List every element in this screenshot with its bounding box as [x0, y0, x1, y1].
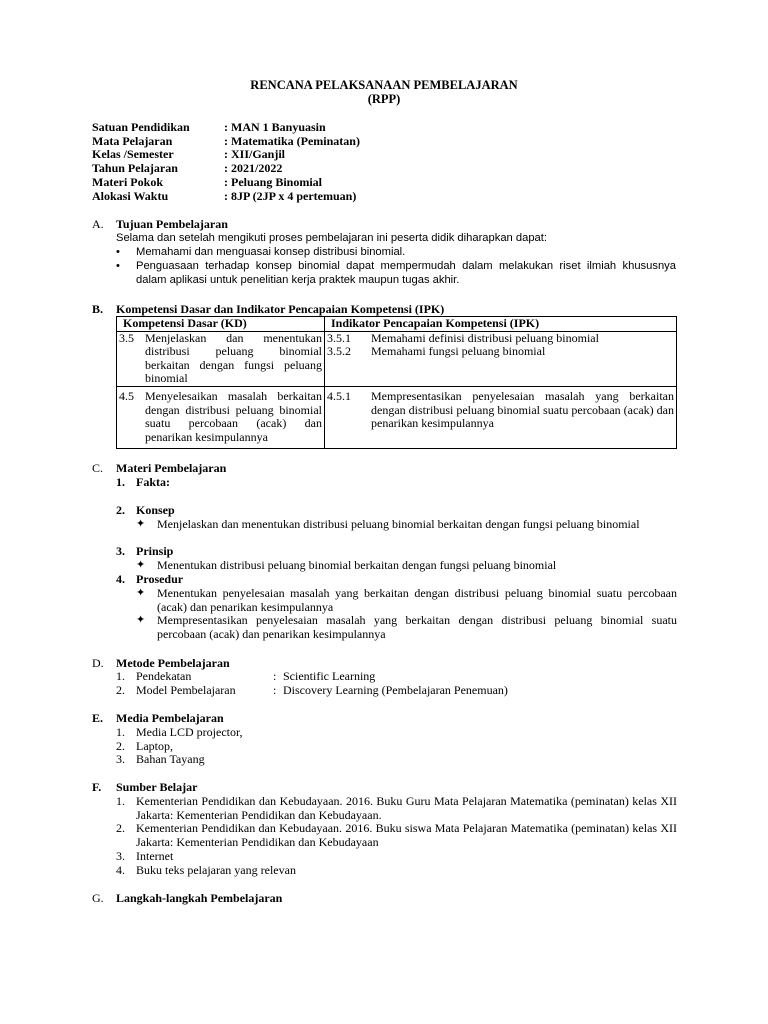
media-text: Media LCD projector, — [136, 725, 243, 739]
materi-item-prosedur — [116, 573, 183, 587]
metode-value: Discovery Learning (Pembelajaran Penemuan) — [283, 683, 508, 697]
info-value: : 2021/2022 — [224, 161, 283, 175]
star-bullet-icon: ✦ — [136, 587, 146, 599]
ipk-code: 4.5.1 — [327, 388, 351, 403]
section-title: Sumber Belajar — [116, 780, 198, 794]
section-title: Kompetensi Dasar dan Indikator Pencapaian Kompetensi (IPK) — [116, 302, 445, 316]
info-value: : 8JP (2JP x 4 pertemuan) — [224, 189, 357, 203]
section-a-intro: Selama dan setelah mengikuti proses pembelajaran ini peserta didik diharapkan dapat: — [116, 232, 547, 244]
column-header-ipk: Indikator Pencapaian Kompetensi (IPK) — [325, 317, 677, 332]
list-item: 2. Model Pembelajaran : Discovery Learning (Pembelajaran Penemuan) — [116, 683, 508, 697]
list-item: 1. Pendekatan : Scientific Learning — [116, 669, 376, 683]
item-number: 4. — [116, 572, 125, 586]
item-title: Prinsip — [136, 544, 174, 558]
list-item — [136, 518, 677, 532]
info-row — [92, 148, 285, 162]
item-number: 3. — [116, 849, 125, 863]
info-row — [92, 121, 326, 135]
section-letter: A. — [92, 217, 104, 231]
section-title: Tujuan Pembelajaran — [116, 217, 228, 231]
section-a-heading — [92, 218, 228, 232]
item-number: 3. — [116, 544, 125, 558]
sumber-text: Kementerian Pendidikan dan Kebudayaan. 2016. Buku siswa Mata Pelajaran Matematika (peminatan) kelas XII Jakarta: Kementerian Pendidikan dan Kebudayaan — [136, 821, 677, 849]
section-b-heading — [92, 303, 444, 317]
bullet-text: Memahami dan menguasai konsep distribusi binomial. — [136, 246, 406, 258]
item-number: 1. — [116, 794, 125, 808]
star-bullet-icon: ✦ — [136, 518, 146, 530]
section-e-heading — [92, 712, 224, 726]
materi-item-prinsip — [116, 545, 173, 559]
info-label: Satuan Pendidikan — [92, 120, 190, 134]
bullet-icon: • — [116, 260, 120, 272]
item-number: 1. — [116, 669, 125, 683]
kd-code: 4.5 — [119, 388, 134, 403]
prinsip-text: Menentukan distribusi peluang binomial berkaitan dengan fungsi peluang binomial — [157, 558, 557, 572]
bullet-icon: • — [116, 246, 120, 258]
list-item — [136, 559, 677, 573]
item-number: 1. — [116, 475, 125, 489]
info-label: Mata Pelajaran — [92, 134, 173, 148]
info-value: : XII/Ganjil — [224, 147, 286, 161]
list-item — [136, 614, 677, 641]
info-row — [92, 162, 282, 176]
table-header-row — [117, 317, 677, 332]
list-item — [116, 753, 677, 767]
ipk-text: Memahami definisi distribusi peluang binomial — [371, 330, 599, 345]
media-text: Bahan Tayang — [136, 752, 205, 766]
konsep-text: Menjelaskan dan menentukan distribusi peluang binomial berkaitan dengan fungsi peluang binomial — [157, 517, 640, 531]
info-value: : Matematika (Peminatan) — [224, 134, 360, 148]
table-row — [117, 331, 677, 386]
item-number: 2. — [116, 821, 125, 835]
materi-item-fakta — [116, 476, 170, 490]
ipk-text: Mempresentasikan penyelesaian masalah yang berkaitan dengan distribusi peluang binomial suatu percobaan (acak) dan penarikan kesimpulannya — [371, 388, 674, 431]
section-title: Metode Pembelajaran — [116, 656, 230, 670]
star-bullet-icon: ✦ — [136, 559, 146, 571]
kd-ipk-table — [116, 316, 677, 449]
info-row — [92, 176, 322, 190]
sumber-text: Internet — [136, 849, 174, 863]
ipk-cell — [325, 386, 677, 448]
section-letter: G. — [92, 891, 104, 905]
kd-cell — [117, 386, 325, 448]
item-title: Fakta: — [136, 475, 170, 489]
ipk-code: 3.5.1 — [327, 330, 351, 345]
section-letter: D. — [92, 656, 104, 670]
info-label: Tahun Pelajaran — [92, 161, 178, 175]
kd-cell — [117, 331, 325, 386]
item-number: 2. — [116, 503, 125, 517]
info-value: : MAN 1 Banyuasin — [224, 120, 326, 134]
item-number: 3. — [116, 752, 125, 766]
metode-label: Model Pembelajaran — [136, 683, 236, 697]
document-subtitle: (RPP) — [367, 92, 401, 106]
sumber-text: Kementerian Pendidikan dan Kebudayaan. 2016. Buku Guru Mata Pelajaran Matematika (peminatan) kelas XII Jakarta: Kementerian Pendidikan dan Kebudayaan. — [136, 794, 677, 822]
kd-text: Menjelaskan dan menentukan distribusi peluang binomial berkaitan dengan fungsi peluang binomial — [145, 330, 322, 386]
item-number: 1. — [116, 725, 125, 739]
bullet-text: Penguasaan terhadap konsep binomial dapat mempermudah dalam melakukan riset ilmiah khususnya dalam aplikasi untuk penelitian kerja praktek maupun tugas akhir. — [136, 260, 676, 286]
sumber-text: Buku teks pelajaran yang relevan — [136, 863, 296, 877]
prosedur-text: Mempresentasikan penyelesaian masalah yang berkaitan dengan distribusi peluang binomial suatu percobaan (acak) dan penarikan kesimpulannya — [157, 613, 677, 641]
column-header-kd: Kompetensi Dasar (KD) — [117, 317, 325, 332]
item-number: 4. — [116, 863, 125, 877]
prosedur-text: Menentukan penyelesaian masalah yang berkaitan dengan distribusi peluang binomial suatu percobaan (acak) dan penarikan kesimpulannya — [157, 586, 677, 614]
info-value: : Peluang Binomial — [224, 175, 323, 189]
list-item — [136, 587, 677, 614]
section-letter: F. — [92, 780, 102, 794]
section-title: Langkah-langkah Pembelajaran — [116, 891, 283, 905]
kd-text: Menyelesaikan masalah berkaitan dengan distribusi peluang binomial suatu percobaan (acak) dan penarikan kesimpulannya — [145, 388, 322, 444]
item-title: Prosedur — [136, 572, 184, 586]
info-label: Alokasi Waktu — [92, 189, 169, 203]
section-f-heading — [92, 781, 197, 795]
ipk-text: Memahami fungsi peluang binomial — [371, 344, 546, 359]
info-row — [92, 190, 356, 204]
list-item — [116, 726, 677, 740]
section-letter: B. — [92, 302, 104, 316]
item-number: 2. — [116, 739, 125, 753]
info-label: Kelas /Semester — [92, 147, 174, 161]
metode-value: Scientific Learning — [283, 669, 376, 683]
list-item — [116, 822, 677, 849]
list-item — [116, 864, 677, 878]
metode-label: Pendekatan — [136, 669, 192, 683]
ipk-cell — [325, 331, 677, 386]
materi-item-konsep — [116, 504, 175, 518]
section-letter: E. — [92, 711, 104, 725]
list-item — [116, 260, 676, 287]
section-title: Materi Pembelajaran — [116, 461, 227, 475]
list-item — [116, 795, 677, 822]
list-item — [116, 246, 676, 260]
document-title: RENCANA PELAKSANAAN PEMBELAJARAN — [250, 78, 518, 92]
info-label: Materi Pokok — [92, 175, 163, 189]
kd-code: 3.5 — [119, 330, 134, 345]
list-item — [116, 850, 677, 864]
table-row — [117, 386, 677, 448]
section-c-heading — [92, 462, 226, 476]
section-letter: C. — [92, 461, 104, 475]
star-bullet-icon: ✦ — [136, 614, 146, 626]
section-title: Media Pembelajaran — [116, 711, 224, 725]
section-g-heading — [92, 892, 282, 906]
media-text: Laptop, — [136, 739, 173, 753]
item-title: Konsep — [136, 503, 175, 517]
ipk-code: 3.5.2 — [327, 344, 351, 359]
item-number: 2. — [116, 683, 125, 697]
